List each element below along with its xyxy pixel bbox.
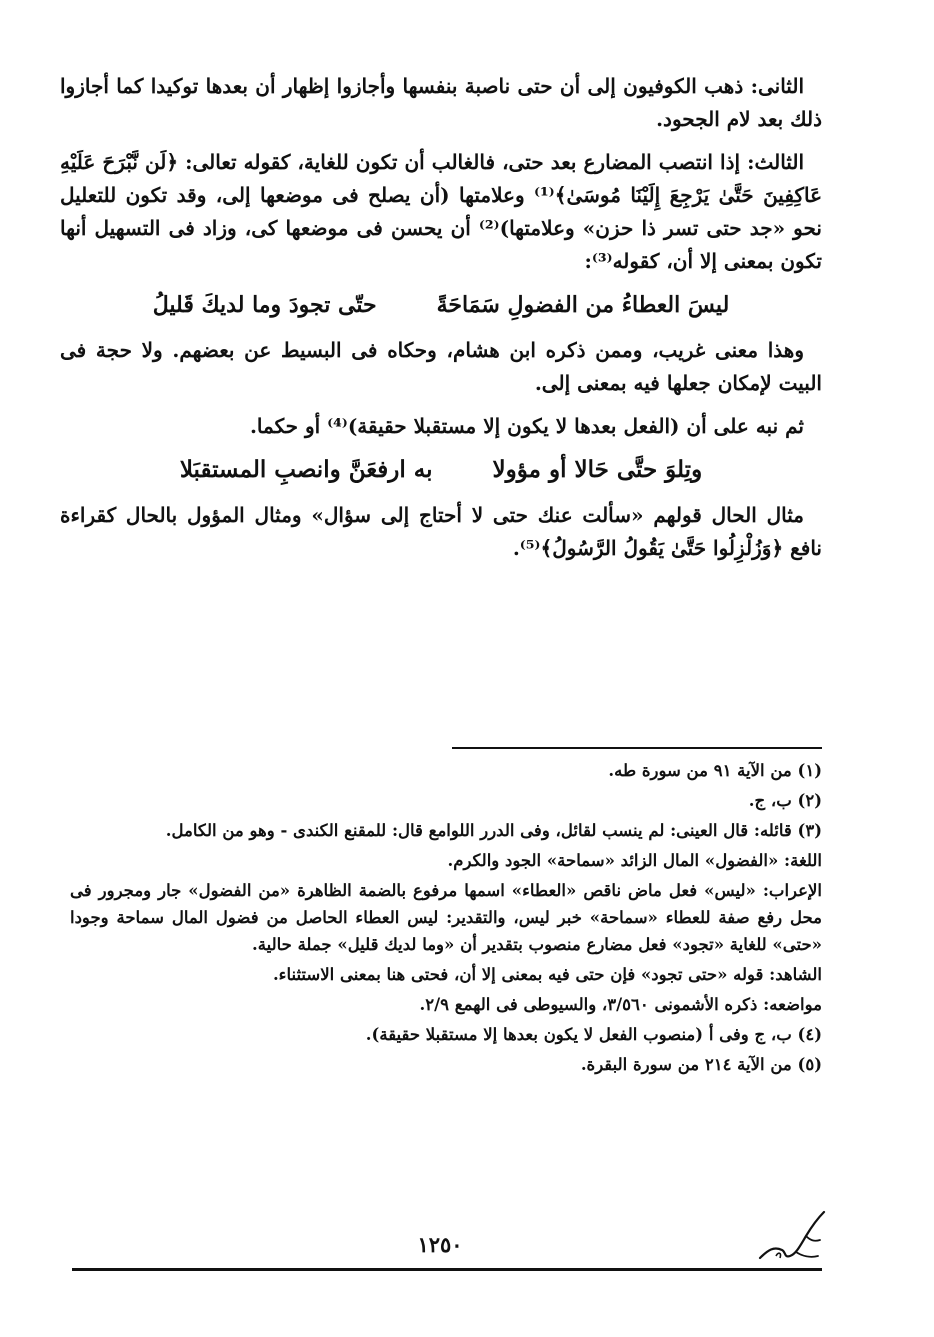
footnote-4: (٤) ب، ج وفى أ (منصوب الفعل لا يكون بعدها إلا مستقبلا حقيقة). xyxy=(365,1025,822,1044)
paragraph-text: الثالث: إذا انتصب المضارع بعد حتى، فالغالب أن تكون للغاية، كقوله تعالى: ﴿لَن نَّبْرَحَ عَلَيْهِ عَاكِفِينَ حَتَّىٰ يَرْجِعَ إِلَيْنَا مُوسَىٰ﴾⁽¹⁾ وعلامتها (أن يصلح فى موضعها إلى، وقد تكون للتعليل نحو «جد حتى تسر ذا حزن» وعلامتها)⁽²⁾ أن يحسن فى موضعها كى، وزاد فى التسهيل أنها تكون بمعنى إلا أن، كقوله⁽³⁾: xyxy=(60,150,823,273)
footnote-3-lugha: اللغة: «الفضول» المال الزائد «سماحة» الجود والكرم. xyxy=(447,851,822,870)
poetry-verse-2 xyxy=(60,453,822,487)
footnote-1: (١) من الآية ٩١ من سورة طه. xyxy=(608,761,822,780)
paragraph-thalith xyxy=(60,146,822,278)
paragraph-text: ثم نبه على أن (الفعل بعدها لا يكون إلا مستقبلا حقيقة)⁽⁴⁾ أو حكما. xyxy=(249,414,804,438)
footnote-3: (٣) قائله: قال العينى: لم ينسب لقائل، وفى الدرر اللوامع قال: للمقنع الكندى - وهو من الكامل. xyxy=(165,821,822,840)
main-text xyxy=(60,70,822,575)
verse-first-hemistich: ليسَ العطاءُ من الفضولِ سَمَاحَةً xyxy=(436,292,730,318)
paragraph-thani xyxy=(60,70,822,136)
footnote-3-shahid: الشاهد: قوله «حتى تجود» فإن حتى فيه بمعنى إلا أن، فحتى هنا بمعنى الاستثناء. xyxy=(272,965,822,984)
footnotes xyxy=(70,757,822,1081)
verse-second-hemistich: حتّى تجودَ وما لديكَ قَليلُ xyxy=(152,292,377,318)
paragraph-mithal xyxy=(60,499,822,565)
paragraph-text: الثانى: ذهب الكوفيون إلى أن حتى ناصبة بنفسها وأجازوا إظهار أن بعدها توكيدا كما أجازوا ذلك بعد لام الجحود. xyxy=(60,74,822,131)
handwritten-signature-icon xyxy=(756,1206,830,1266)
footnote-3-mawadi: مواضعه: ذكره الأشمونى ٣/٥٦٠، والسيوطى فى الهمع ٢/٩. xyxy=(419,995,822,1014)
page-bottom-rule xyxy=(72,1268,822,1271)
verse-second-hemistich: به ارفعَنَّ وانصبِ المستقبَلا xyxy=(179,456,433,483)
paragraph-text: مثال الحال قولهم «سألت عنك حتى لا أحتاج إلى سؤال» ومثال المؤول بالحال كقراءة نافع ﴿وَزُلْزِلُوا حَتَّىٰ يَقُولُ الرَّسُولُ﴾⁽⁵⁾. xyxy=(60,503,822,560)
footnotes-divider xyxy=(452,747,822,749)
page-number: ١٢٥٠ xyxy=(417,1232,463,1257)
paragraph-text: وهذا معنى غريب، وممن ذكره ابن هشام، وحكاه فى البسيط عن بعضهم. ولا حجة فى البيت لإمكان جعلها فيه بمعنى إلى. xyxy=(60,338,822,395)
footnote-3-irab: الإعراب: «ليس» فعل ماض ناقص «العطاء» اسمها مرفوع بالضمة الظاهرة «من الفضول» جار ومجرور فى محل رفع صفة للعطاء «سماحة» خبر ليس، والتقدير: ليس العطاء الحاصل من فضول المال سماحة وجودا «حتى» للغاية «تجود» فعل مضارع منصوب بتقدير أن «وما لديك قليل» جملة حالية. xyxy=(70,881,822,954)
verse-first-hemistich: وتِلوَ حتَّى حَالا أو مؤولا xyxy=(492,456,703,483)
paragraph-gharib xyxy=(60,334,822,400)
footnote-5: (٥) من الآية ٢١٤ من سورة البقرة. xyxy=(580,1055,822,1074)
paragraph-nabbah xyxy=(60,410,822,443)
poetry-verse-1 xyxy=(60,288,822,322)
footnote-2: (٢) ب، ج. xyxy=(748,791,822,810)
